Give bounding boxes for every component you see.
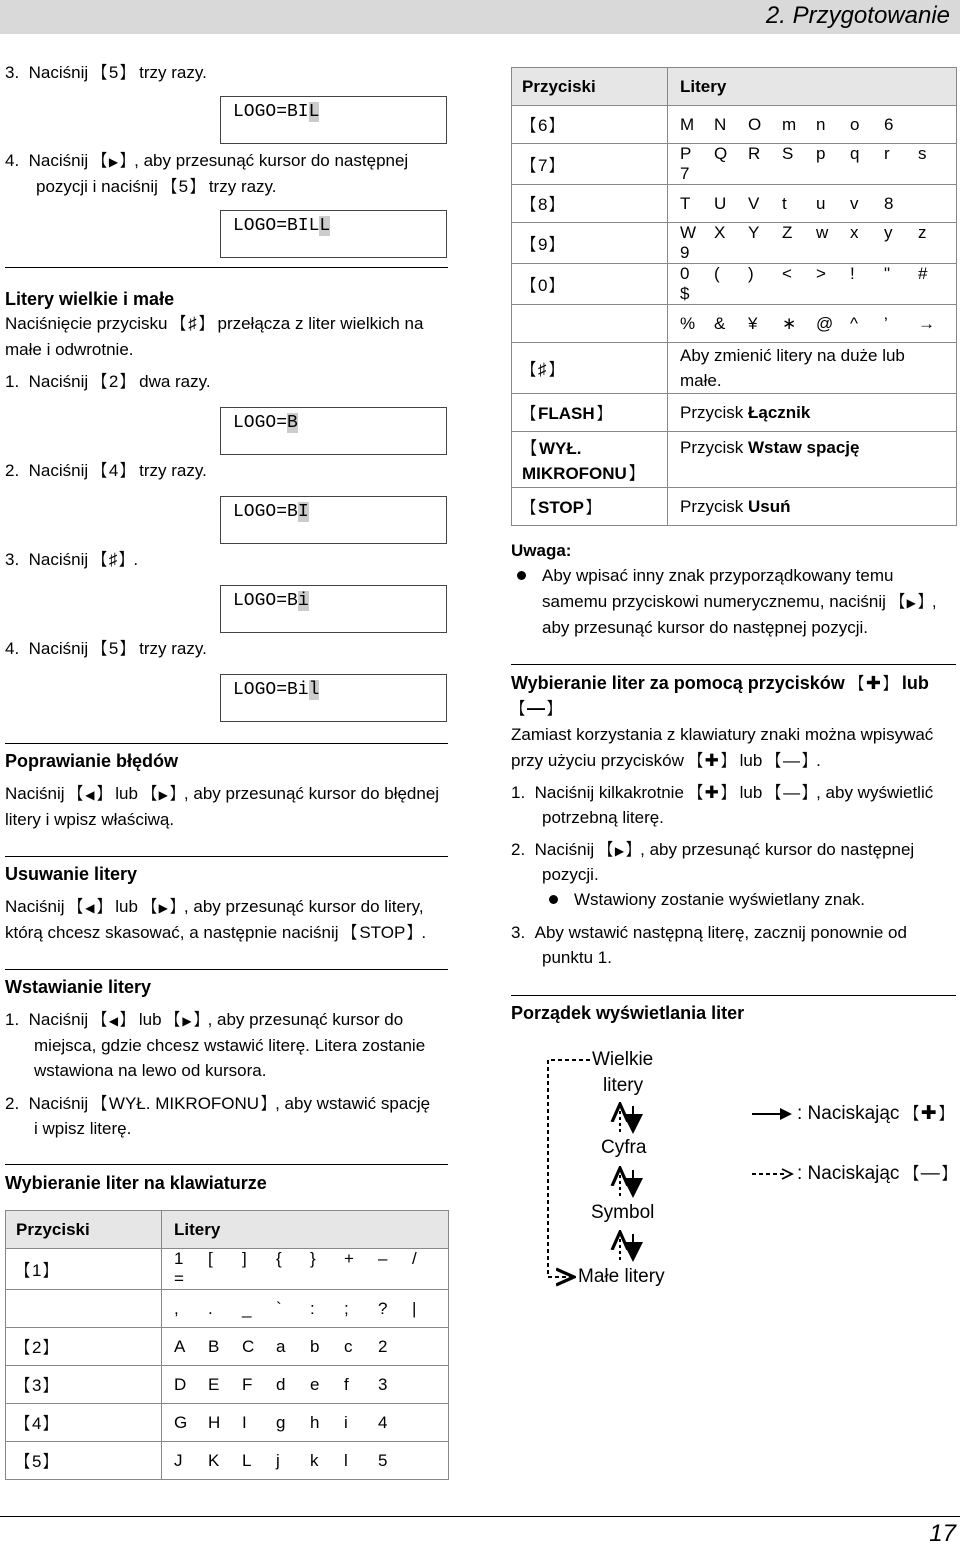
divider (5, 743, 448, 744)
char: ` (276, 1298, 282, 1318)
key-flash: 【 FLASH 】 (512, 394, 668, 432)
char: W (680, 223, 697, 242)
display-lcd-6: LOGO=Bil (220, 674, 447, 722)
char: r (884, 144, 890, 163)
char: K (208, 1450, 220, 1470)
char: e (310, 1374, 320, 1394)
correct-line-2: litery i wpisz właściwą. (5, 810, 175, 829)
display-lcd-3: LOGO=B (220, 407, 447, 455)
key-cell (512, 305, 668, 343)
divider (5, 856, 448, 857)
char: ( (714, 264, 720, 283)
table-row (6, 1404, 449, 1442)
letters-cell (668, 106, 957, 144)
char: 3 (378, 1374, 388, 1394)
char: { (276, 1249, 282, 1268)
key-cell: 【 9 】 (512, 223, 668, 264)
insert-step-1-l2: miejsca, gdzie chcesz wstawić literę. Litera zostanie (34, 1036, 426, 1055)
erase-line-1: Naciśnij 【 ◀ 】 lub 【 ▶ 】 , aby przesunąć kursor do litery, (5, 897, 424, 916)
char: Y (748, 223, 760, 242)
char: % (680, 313, 696, 333)
char: # (918, 264, 928, 283)
char: . (208, 1298, 213, 1318)
letters-cell (668, 223, 957, 264)
header-title: 2. Przygotowanie (765, 2, 950, 29)
bullet-icon (549, 895, 558, 904)
letters-cell (162, 1249, 449, 1290)
char: s (918, 144, 927, 163)
char: & (714, 313, 726, 333)
char: ) (748, 264, 754, 283)
char: 7 (680, 164, 690, 183)
step-top-3: 3. Naciśnij 【 5 】 trzy razy. (5, 63, 207, 82)
updown-desc-2: przy użyciu przycisków 【 ✚ 】 lub 【 — 】 . (511, 751, 821, 770)
char: g (276, 1412, 286, 1432)
char: ! (850, 264, 855, 283)
letters-cell (668, 264, 957, 305)
key-stop: 【 STOP 】 (512, 488, 668, 526)
correct-line-1: Naciśnij 【 ◀ 】 lub 【 ▶ 】 , aby przesunąć kursor do błędnej (5, 784, 440, 803)
case-title: Litery wielkie i małe (5, 289, 175, 309)
char: – (378, 1249, 388, 1268)
char: X (714, 223, 726, 242)
char: | (412, 1298, 417, 1318)
note-line-3: aby przesunąć kursor do następnej pozycji. (542, 618, 869, 637)
order-node-upper-2: litery (603, 1075, 644, 1096)
char: p (816, 144, 826, 163)
char: " (884, 264, 891, 283)
display-lcd-1: LOGO=BIL (220, 96, 447, 144)
char: C (242, 1336, 255, 1356)
key-cell: 【 3 】 (6, 1366, 162, 1404)
col-keys: Przyciski (6, 1211, 162, 1249)
char: k (310, 1450, 319, 1470)
char: x (850, 223, 859, 242)
char: V (748, 193, 760, 213)
char: O (748, 114, 762, 134)
key-cell: 【 4 】 (6, 1404, 162, 1442)
char: F (242, 1374, 253, 1394)
letters-cell (668, 144, 957, 185)
char: q (850, 144, 860, 163)
order-node-upper-1: Wielkie (592, 1049, 654, 1070)
col-keys: Przyciski (512, 68, 668, 106)
char: t (782, 193, 787, 213)
char: ^ (850, 313, 858, 333)
key-cell: 【 1 】 (6, 1249, 162, 1290)
char: 2 (378, 1336, 388, 1356)
divider (5, 1164, 448, 1165)
char: R (748, 144, 761, 163)
table-row (6, 1366, 449, 1404)
correct-title: Poprawianie błędów (5, 751, 179, 771)
char: + (344, 1249, 354, 1268)
legend-solid-arrow (752, 1106, 794, 1122)
updown-step-2: 2. Naciśnij 【 ▶ 】 , aby przesunąć kursor do następnej (511, 840, 915, 859)
table-row (6, 1290, 449, 1328)
char: 9 (680, 243, 690, 262)
char: H (208, 1412, 221, 1432)
updown-step-2-l2: pozycji. (542, 865, 599, 884)
step-top-4-line2: pozycji i naciśnij 【 5 】 trzy razy. (36, 177, 277, 196)
footer-rule (0, 1516, 960, 1517)
char: b (310, 1336, 320, 1356)
char: → (918, 313, 935, 333)
insert-step-1-l3: wstawiona na lewo od kursora. (34, 1061, 267, 1080)
case-step-2: 2. Naciśnij 【 4 】 trzy razy. (5, 461, 207, 480)
char: J (174, 1450, 183, 1470)
char: 1 (174, 1249, 184, 1268)
page-number: 17 (929, 1520, 956, 1547)
char: i (344, 1412, 348, 1432)
table-row (512, 106, 957, 144)
col-letters: Litery (668, 68, 957, 106)
key-cell: 【 8 】 (512, 185, 668, 223)
display-lcd-2: LOGO=BILL (220, 210, 447, 258)
char: : (310, 1298, 315, 1318)
key-5: 【 5 】 (95, 63, 132, 82)
table-row (512, 144, 957, 185)
char: , (174, 1298, 179, 1318)
table-row (6, 1442, 449, 1480)
divider (511, 664, 956, 665)
table-row (6, 1328, 449, 1366)
case-desc-2: małe i odwrotnie. (5, 340, 134, 359)
case-step-4: 4. Naciśnij 【 5 】 trzy razy. (5, 639, 207, 658)
col-letters: Litery (162, 1211, 449, 1249)
bullet-icon (517, 571, 526, 580)
char: l (344, 1450, 348, 1470)
erase-line-2: którą chcesz skasować, a następnie naciśnij 【 STOP 】 . (5, 923, 427, 942)
char: B (208, 1336, 220, 1356)
divider (5, 267, 448, 268)
char: 6 (884, 114, 894, 134)
key-cell: 【 0 】 (512, 264, 668, 305)
key-hash: 【 ♯ 】 (512, 343, 668, 394)
order-node-digit: Cyfra (601, 1137, 647, 1158)
char: N (714, 114, 727, 134)
order-title: Porządek wyświetlania liter (511, 1003, 745, 1023)
char: E (208, 1374, 220, 1394)
note-line-1: Aby wpisać inny znak przyporządkowany temu (542, 566, 894, 585)
erase-title: Usuwanie litery (5, 864, 138, 884)
char: I (242, 1412, 247, 1432)
char: U (714, 193, 727, 213)
letters-cell (162, 1366, 449, 1404)
key-cell: 【 6 】 (512, 106, 668, 144)
char: c (344, 1336, 353, 1356)
char: Q (714, 144, 728, 163)
insert-step-2-l2: i wpisz literę. (34, 1119, 132, 1138)
divider (511, 995, 956, 996)
updown-step-1: 1. Naciśnij kilkakrotnie 【 ✚ 】 lub 【 — 】 , aby wyświetlić (511, 783, 934, 802)
table-row (512, 223, 957, 264)
keyboard-table-right: Przyciski Litery 【 6 】 M N O m n o 6 【 7 】 P Q R S p q r s7 【 8 】 T U V t u v 8 【 9 】 W X Y Z w x y z9 【 0 】 0 ( ) < > ! " #$ % & ¥ ∗ @ ^ ’ → 【 ♯ 】 Aby zmienić litery na duże lub małe. 【 FLASH 】 Przycisk Łącznik 【 WYŁ. MIKROFONU 】 Przycisk Wstaw spację 【 STOP 】 Przycisk Usuń (511, 67, 957, 526)
char: j (276, 1450, 280, 1470)
keyboard-title: Wybieranie liter na klawiaturze (5, 1173, 267, 1193)
table-row (512, 264, 957, 305)
key-cell (6, 1290, 162, 1328)
char: a (276, 1336, 286, 1356)
key-cell: 【 5 】 (6, 1442, 162, 1480)
char: S (782, 144, 794, 163)
char: @ (816, 313, 834, 333)
char: h (310, 1412, 320, 1432)
letters-cell (162, 1328, 449, 1366)
char: D (174, 1374, 187, 1394)
case-step-1: 1. Naciśnij 【 2 】 dwa razy. (5, 372, 211, 391)
key-cell: 【 7 】 (512, 144, 668, 185)
display-lcd-5: LOGO=Bi (220, 585, 447, 633)
char: 8 (884, 193, 894, 213)
char: G (174, 1412, 188, 1432)
letters-cell (668, 185, 957, 223)
letters-cell (162, 1404, 449, 1442)
char: Z (782, 223, 793, 242)
table-row (6, 1249, 449, 1290)
char: ? (378, 1298, 388, 1318)
char: ] (242, 1249, 247, 1268)
updown-step-3-l2: punktu 1. (542, 948, 612, 967)
table-row (512, 185, 957, 223)
case-step-3: 3. Naciśnij 【 ♯ 】 . (5, 550, 139, 569)
char: = (174, 1269, 184, 1288)
char: P (680, 144, 692, 163)
char: n (816, 114, 826, 134)
updown-step-1-l2: potrzebną literę. (542, 808, 664, 827)
divider (5, 969, 448, 970)
char: m (782, 114, 797, 134)
char: _ (242, 1298, 252, 1318)
char: ’ (884, 313, 888, 333)
insert-title: Wstawianie litery (5, 977, 152, 997)
char: ; (344, 1298, 349, 1318)
table-row (512, 305, 957, 343)
char: d (276, 1374, 286, 1394)
char: f (344, 1374, 349, 1394)
legend-minus: : Naciskając 【 — 】 (797, 1163, 954, 1184)
char: 0 (680, 264, 690, 283)
note-title: Uwaga: (511, 541, 572, 560)
char: v (850, 193, 859, 213)
char: 4 (378, 1412, 388, 1432)
char: M (680, 114, 695, 134)
char: z (918, 223, 927, 242)
order-node-symbol: Symbol (591, 1202, 655, 1223)
char: ¥ (748, 313, 758, 333)
note-line-2: samemu przyciskowi numerycznemu, naciśnij 【 ▶ 】 , (542, 592, 937, 611)
letters-cell (162, 1290, 449, 1328)
key-cell: 【 2 】 (6, 1328, 162, 1366)
insert-step-2: 2. Naciśnij 【 WYŁ. MIKROFONU 】 , aby wstawić spację (5, 1094, 431, 1113)
char: 5 (378, 1450, 388, 1470)
display-lcd-4: LOGO=BI (220, 496, 447, 544)
updown-title: Wybieranie liter za pomocą przycisków 【 ✚ 】 lub (511, 673, 929, 693)
char: > (816, 264, 826, 283)
keyboard-table-left (5, 1210, 449, 1480)
char: u (816, 193, 826, 213)
char: y (884, 223, 893, 242)
legend-dashed-arrow (752, 1166, 794, 1182)
insert-step-1: 1. Naciśnij 【 ◀ 】 lub 【 ▶ 】 , aby przesunąć kursor do (5, 1010, 404, 1029)
char: T (680, 193, 691, 213)
updown-title-2: 【 — 】 (513, 698, 559, 718)
updown-step-2-bullet: Wstawiony zostanie wyświetlany znak. (574, 890, 866, 909)
char: L (242, 1450, 252, 1470)
char: / (412, 1249, 417, 1268)
char: o (850, 114, 860, 134)
letters-cell (162, 1442, 449, 1480)
legend-plus: : Naciskając 【 ✚ 】 (797, 1103, 951, 1124)
char: [ (208, 1249, 213, 1268)
step-top-4: 4. Naciśnij 【 ▶ 】 , aby przesunąć kursor do następnej (5, 151, 409, 170)
order-node-lower: Małe litery (578, 1266, 665, 1287)
char: ∗ (782, 313, 797, 333)
case-desc-1: Naciśnięcie przycisku 【 ♯ 】 przełącza z liter wielkich na (5, 314, 424, 333)
char: < (782, 264, 792, 283)
char: w (816, 223, 829, 242)
char: A (174, 1336, 186, 1356)
updown-step-3: 3. Aby wstawić następną literę, zacznij ponownie od (511, 923, 907, 942)
key-mute: 【 WYŁ. MIKROFONU 】 (512, 432, 668, 488)
letters-cell (668, 305, 957, 343)
updown-desc-1: Zamiast korzystania z klawiatury znaki można wpisywać (511, 725, 934, 744)
char: } (310, 1249, 316, 1268)
char: $ (680, 284, 690, 303)
